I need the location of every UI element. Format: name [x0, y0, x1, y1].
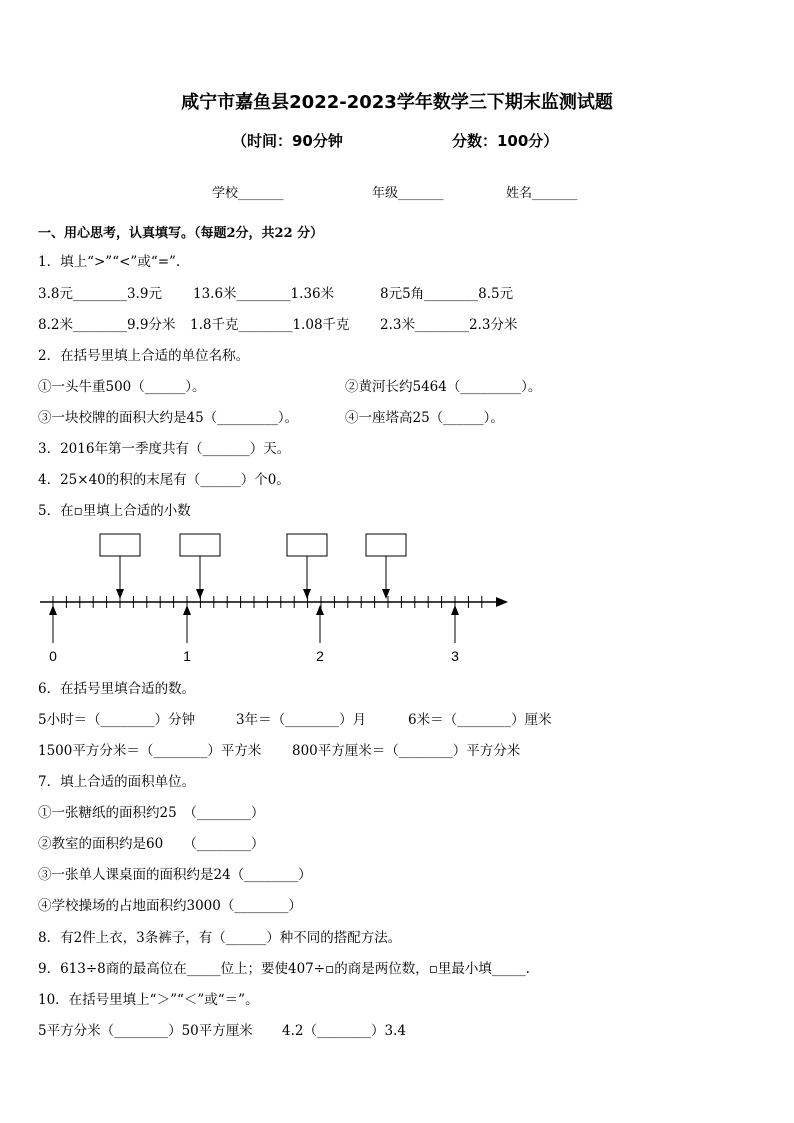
q6-blank[interactable]: 5小时＝（________）分钟 [38, 712, 196, 728]
number-line-label: 0 [49, 648, 57, 664]
q1-blank[interactable]: 8元5角________8.5元 [380, 286, 514, 302]
pointer-arrowhead [196, 589, 204, 599]
label-arrowhead [451, 605, 459, 615]
q2-item[interactable]: ①一头牛重500（______）。 [38, 379, 206, 395]
question-1-stem: 1．填上“>”“<”或“=”. [38, 254, 181, 270]
label-arrowhead [316, 605, 324, 615]
answer-box[interactable] [100, 534, 140, 556]
q10-blank[interactable]: 5平方分米（________）50平方厘米 [38, 1023, 253, 1039]
label-arrowhead [183, 605, 191, 615]
number-line-arrowhead [496, 597, 508, 607]
q10-blank[interactable]: 4.2（________）3.4 [282, 1023, 406, 1039]
q7-item[interactable]: ①一张糖纸的面积约25 （________） [38, 805, 265, 821]
q2-item[interactable]: ②黄河长约5464（_________）。 [345, 379, 542, 395]
q7-item[interactable]: ③一张单人课桌面的面积约是24（________） [38, 867, 312, 883]
question-9[interactable]: 9．613÷8商的最高位在_____位上；要使407÷▫的商是两位数，▫里最小填_____. [38, 961, 530, 977]
pointer-arrowhead [303, 589, 311, 599]
q2-item[interactable]: ③一块校牌的面积大约是45（_________）。 [38, 410, 299, 426]
q1-blank[interactable]: 2.3米________2.3分米 [380, 317, 518, 333]
pointer-arrowhead [116, 589, 124, 599]
question-4[interactable]: 4．25×40的积的末尾有（______）个0。 [38, 472, 290, 488]
question-5-stem: 5．在▫里填上合适的小数 [38, 503, 191, 519]
section-heading: 一、用心思考，认真填写。（每题2分，共22 分） [38, 226, 324, 241]
q2-item[interactable]: ④一座塔高25（______）。 [345, 410, 504, 426]
time-label: （时间：90分钟 [232, 132, 343, 150]
number-line-label: 2 [316, 648, 324, 664]
number-line-label: 1 [183, 648, 191, 664]
number-line-label: 3 [451, 648, 459, 664]
school-field[interactable]: 学校_______ [212, 186, 284, 201]
grade-field[interactable]: 年级_______ [372, 186, 444, 201]
q6-blank[interactable]: 1500平方分米＝（________）平方米 [38, 743, 262, 759]
label-arrow-group [49, 605, 459, 643]
answer-box[interactable] [180, 534, 220, 556]
page-title: 咸宁市嘉鱼县2022-2023学年数学三下期末监测试题 [181, 92, 613, 113]
answer-box-group [100, 534, 406, 599]
q6-blank[interactable]: 6米＝（________）厘米 [408, 712, 552, 728]
answer-box[interactable] [366, 534, 406, 556]
pointer-arrowhead [382, 589, 390, 599]
question-7-stem: 7．填上合适的面积单位。 [38, 774, 196, 790]
answer-box[interactable] [287, 534, 327, 556]
q7-item[interactable]: ④学校操场的占地面积约3000（________） [38, 898, 302, 914]
q6-blank[interactable]: 800平方厘米＝（________）平方分米 [292, 743, 521, 759]
q6-blank[interactable]: 3年＝（________）月 [236, 712, 367, 728]
q1-blank[interactable]: 1.8千克________1.08千克 [190, 317, 350, 333]
question-8[interactable]: 8．有2件上衣，3条裤子，有（______）种不同的搭配方法。 [38, 930, 402, 946]
score-label: 分数：100分） [452, 132, 559, 150]
question-3[interactable]: 3．2016年第一季度共有（_______）天。 [38, 441, 291, 457]
number-line-diagram [30, 525, 530, 670]
question-10-stem: 10．在括号里填上“＞”“＜”或“＝”。 [38, 992, 259, 1008]
q7-item[interactable]: ②教室的面积约是60 （________） [38, 836, 265, 852]
q1-blank[interactable]: 13.6米________1.36米 [193, 286, 335, 302]
question-2-stem: 2．在括号里填上合适的单位名称。 [38, 348, 250, 364]
name-field[interactable]: 姓名_______ [506, 186, 578, 201]
q1-blank[interactable]: 3.8元________3.9元 [38, 286, 162, 302]
label-arrowhead [49, 605, 57, 615]
q1-blank[interactable]: 8.2米________9.9分米 [38, 317, 176, 333]
question-6-stem: 6．在括号里填合适的数。 [38, 681, 196, 697]
